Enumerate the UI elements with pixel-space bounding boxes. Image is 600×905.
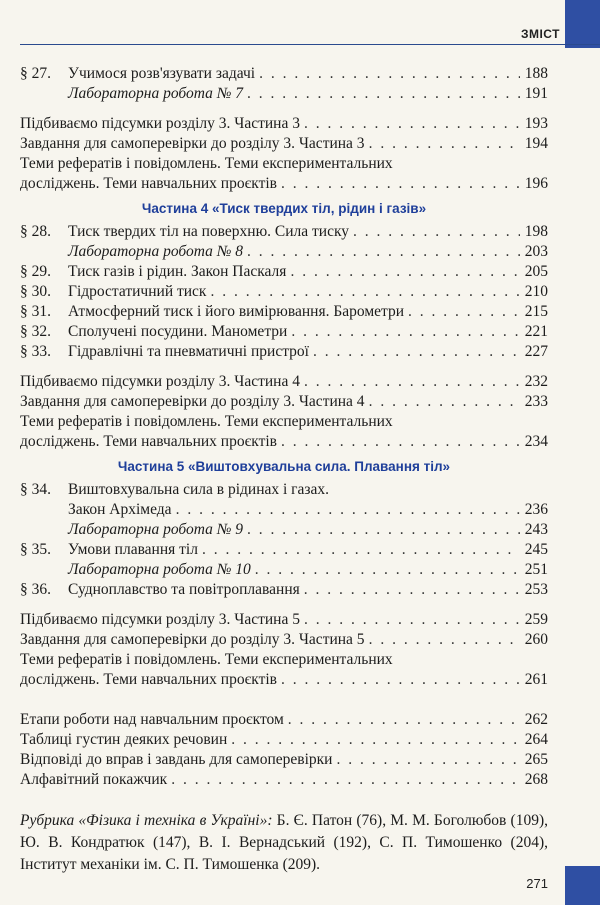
item-title: Лабораторна робота № 7 [68,85,243,102]
leader-dots [369,630,520,650]
page-ref: 262 [524,711,548,728]
item-title-line: Теми рефератів і повідомлень. Теми експериментальних [20,155,393,172]
page-ref: 188 [524,65,548,82]
toc-item[interactable] [20,610,548,630]
leader-dots [353,222,520,242]
part-heading: Частина 4 «Тиск твердих тіл, рідин і газів» [141,201,427,216]
page-ref: 198 [524,223,548,240]
item-title: Завдання для самоперевірки до розділу 3. Частина 5 [20,631,365,648]
section-number: § 28. [20,223,51,240]
item-title-line: Теми рефератів і повідомлень. Теми експериментальних [20,651,393,668]
page-ref: 245 [524,541,548,558]
item-title: Виштовхувальна сила в рідинах і газах. [68,481,330,498]
section-number: § 33. [20,343,51,360]
item-title: Тиск твердих тіл на поверхню. Сила тиску [68,223,350,240]
leader-dots [202,540,520,560]
toc-item[interactable] [20,750,548,770]
page-ref: 193 [524,115,548,132]
item-title: досліджень. Теми навчальних проєктів [20,671,277,688]
leader-dots [281,432,520,452]
item-title: Лабораторна робота № 8 [68,243,243,260]
toc-item[interactable] [20,262,548,282]
leader-dots [171,770,520,790]
leader-dots [281,174,520,194]
item-title: Сполучені посудини. Манометри [68,323,288,340]
leader-dots [369,134,520,154]
rubric-label: Рубрика «Фізика і техніка в Україні»: [20,812,273,829]
toc-content [20,64,548,876]
toc-item[interactable] [20,174,548,194]
section-number: § 34. [20,481,51,498]
toc-item[interactable] [20,302,548,322]
leader-dots [247,84,520,104]
item-title: Підбиваємо підсумки розділу 3. Частина 3 [20,115,300,132]
toc-item[interactable] [20,730,548,750]
item-title: досліджень. Теми навчальних проєктів [20,175,277,192]
section-number: § 30. [20,283,51,300]
item-title: Учимося розв'язувати задачі [68,65,256,82]
page-ref: 233 [524,393,548,410]
item-title: Підбиваємо підсумки розділу 3. Частина 4 [20,373,300,390]
toc-item[interactable] [20,64,548,84]
corner-tab [565,0,600,48]
toc-item[interactable] [20,392,548,412]
item-title: Умови плавання тіл [68,541,198,558]
toc-item[interactable] [20,322,548,342]
page-ref: 234 [524,433,548,450]
section-number: § 27. [20,65,51,82]
leader-dots [336,750,520,770]
page-ref: 236 [524,501,548,518]
page-ref: 191 [524,85,548,102]
page-ref: 260 [524,631,548,648]
toc-item[interactable] [20,770,548,790]
toc-item[interactable] [20,222,548,242]
page-ref: 264 [524,731,548,748]
page-ref: 232 [524,373,548,390]
toc-item[interactable] [20,134,548,154]
item-title: Закон Архімеда [68,501,172,518]
part-heading: Частина 5 «Виштовхувальна сила. Плавання тіл» [117,459,451,474]
item-title: Лабораторна робота № 10 [68,561,251,578]
leader-dots [247,242,520,262]
leader-dots [304,580,520,600]
section-number: § 29. [20,263,51,280]
leader-dots [290,262,520,282]
leader-dots [408,302,520,322]
leader-dots [313,342,520,362]
page-ref: 205 [524,263,548,280]
leader-dots [210,282,520,302]
leader-dots [176,500,520,520]
item-title-line: Теми рефератів і повідомлень. Теми експериментальних [20,413,393,430]
header-rule [20,44,600,45]
page-ref: 261 [524,671,548,688]
page-header-title: ЗМІСТ [520,27,560,41]
toc-item[interactable] [20,670,548,690]
section-number: § 32. [20,323,51,340]
toc-item[interactable] [20,630,548,650]
item-title: Етапи роботи над навчальним проєктом [20,711,284,728]
rubric-paragraph [20,810,548,876]
item-title: Таблиці густин деяких речовин [20,731,228,748]
page-ref: 221 [524,323,548,340]
section-number: § 35. [20,541,51,558]
item-title: Завдання для самоперевірки до розділу 3. Частина 3 [20,135,365,152]
toc-item[interactable] [20,480,548,500]
page-ref: 203 [524,243,548,260]
page-number: 271 [526,876,548,891]
item-title: досліджень. Теми навчальних проєктів [20,433,277,450]
item-title: Судноплавство та повітроплавання [68,581,300,598]
page-ref: 251 [524,561,548,578]
page-ref: 227 [524,343,548,360]
toc-item[interactable] [20,500,548,520]
leader-dots [231,730,520,750]
item-title: Гідростатичний тиск [68,283,207,300]
toc-item[interactable] [20,432,548,452]
item-title: Атмосферний тиск і його вимірювання. Барометри [68,303,405,320]
page-ref: 268 [524,771,548,788]
page-ref: 265 [524,751,548,768]
toc-item[interactable] [20,520,548,540]
item-title: Завдання для самоперевірки до розділу 3. Частина 4 [20,393,365,410]
section-number: § 36. [20,581,51,598]
item-title: Лабораторна робота № 9 [68,521,243,538]
toc-item[interactable] [20,282,548,302]
rubric-text: Б. Є. Патон (76), М. М. Боголюбов (109), Ю. В. Кондратюк (147), В. І. Вернадський (192), С. П. Тимошенко (204), Інститут механіки ім. С. П. Тимошенка (209). [20,812,548,873]
page-ref: 215 [524,303,548,320]
bottom-tab [565,866,600,905]
item-title: Підбиваємо підсумки розділу 3. Частина 5 [20,611,300,628]
toc-item[interactable] [20,710,548,730]
item-title: Тиск газів і рідин. Закон Паскаля [68,263,287,280]
leader-dots [259,64,520,84]
leader-dots [304,114,520,134]
item-title: Гідравлічні та пневматичні пристрої [68,343,309,360]
page-ref: 196 [524,175,548,192]
toc-item[interactable] [20,560,548,580]
leader-dots [255,560,520,580]
leader-dots [369,392,520,412]
leader-dots [291,322,520,342]
page-ref: 243 [524,521,548,538]
leader-dots [304,610,520,630]
leader-dots [288,710,520,730]
leader-dots [304,372,520,392]
item-title: Алфавітний покажчик [20,771,168,788]
item-title: Відповіді до вправ і завдань для самоперевірки [20,751,333,768]
toc-item[interactable] [20,540,548,560]
leader-dots [281,670,520,690]
page-ref: 253 [524,581,548,598]
page-ref: 210 [524,283,548,300]
leader-dots [247,520,520,540]
toc-item[interactable] [20,580,548,600]
toc-item[interactable] [20,372,548,392]
section-number: § 31. [20,303,51,320]
toc-item[interactable] [20,342,548,362]
toc-item[interactable] [20,84,548,104]
toc-item[interactable] [20,242,548,262]
page-ref: 259 [524,611,548,628]
toc-item[interactable] [20,114,548,134]
page-ref: 194 [524,135,548,152]
